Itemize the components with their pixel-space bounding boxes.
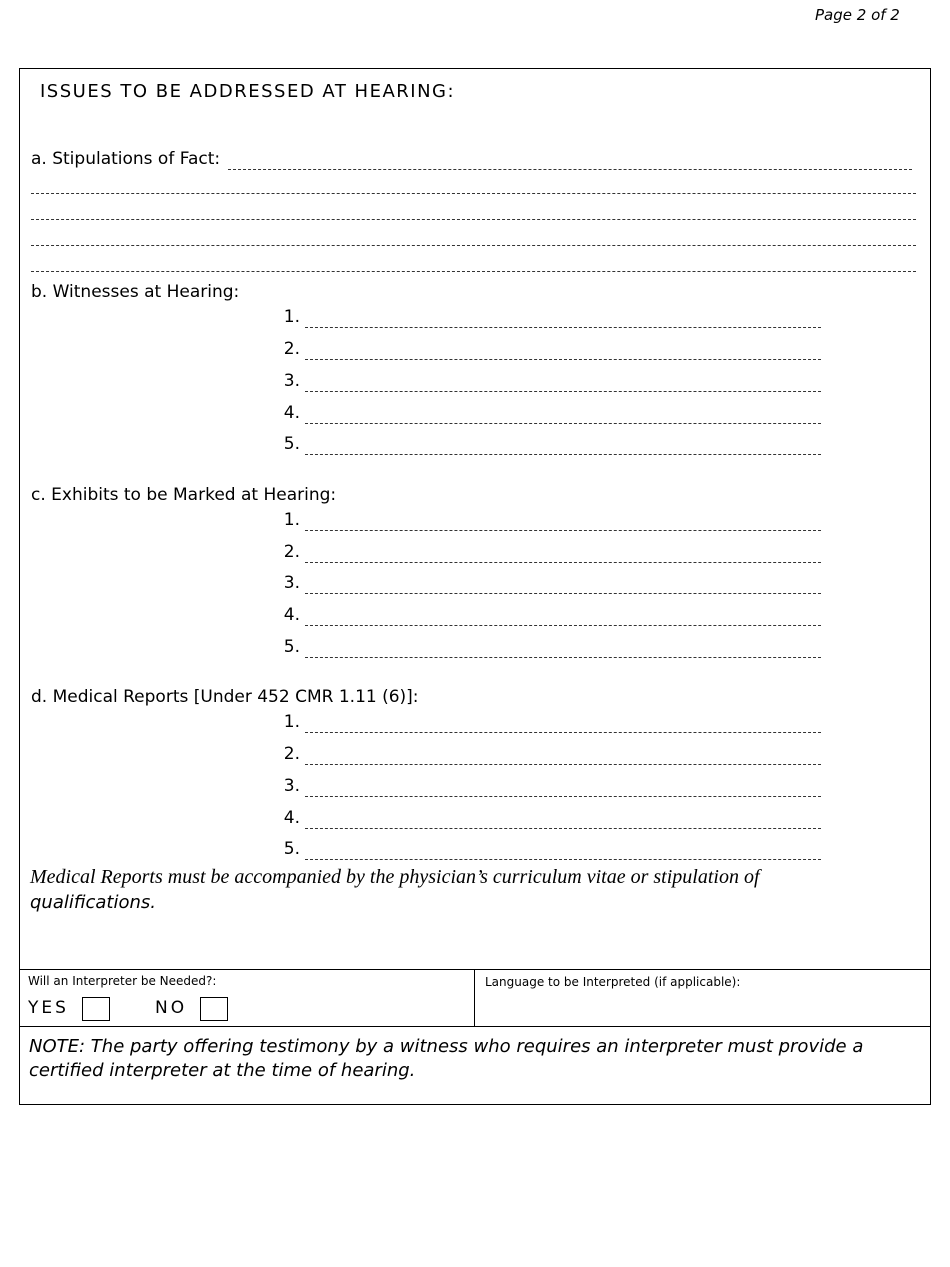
yes-checkbox[interactable] [82,997,110,1021]
medical-report-line-4[interactable] [305,828,821,829]
section-title: ISSUES TO BE ADDRESSED AT HEARING: [40,81,456,102]
exhibit-number: 5. [283,637,300,657]
stipulations-line-2[interactable] [31,193,916,194]
medical-notice-qualifications: qualifications. [30,892,156,913]
stipulations-line-3[interactable] [31,219,916,220]
medical-report-line-1[interactable] [305,732,821,733]
medical-reports-label: d. Medical Reports [Under 452 CMR 1.11 (6)]: [31,687,419,707]
medical-report-number: 4. [283,808,300,828]
language-input[interactable] [485,994,915,1020]
exhibits-label: c. Exhibits to be Marked at Hearing: [31,485,337,505]
stipulations-line-1[interactable] [228,169,912,170]
page-number: Page 2 of 2 [815,6,900,24]
exhibit-line-5[interactable] [305,657,821,658]
exhibit-number: 3. [283,573,300,593]
issues-form [19,68,931,1105]
interpreter-row [20,969,930,1027]
witness-number: 3. [283,371,300,391]
witness-number: 2. [283,339,300,359]
exhibit-line-3[interactable] [305,593,821,594]
witness-number: 5. [283,434,300,454]
exhibit-line-2[interactable] [305,562,821,563]
medical-report-line-2[interactable] [305,764,821,765]
exhibit-line-4[interactable] [305,625,821,626]
medical-report-number: 2. [283,744,300,764]
interpreter-divider [474,970,475,1026]
language-label: Language to be Interpreted (if applicable): [485,975,741,989]
yes-label: YES [28,998,69,1018]
no-label: NO [155,998,188,1018]
witness-line-3[interactable] [305,391,821,392]
medical-reports-notice [30,865,830,915]
interpreter-question: Will an Interpreter be Needed?: [28,974,217,988]
no-checkbox[interactable] [200,997,228,1021]
witness-number: 1. [283,307,300,327]
exhibit-number: 4. [283,605,300,625]
witness-line-5[interactable] [305,454,821,455]
exhibit-number: 1. [283,510,300,530]
medical-report-number: 3. [283,776,300,796]
stipulations-label: a. Stipulations of Fact: [31,149,221,169]
medical-report-line-3[interactable] [305,796,821,797]
witness-line-1[interactable] [305,327,821,328]
exhibit-line-1[interactable] [305,530,821,531]
exhibit-number: 2. [283,542,300,562]
medical-report-number: 1. [283,712,300,732]
witness-number: 4. [283,403,300,423]
medical-report-number: 5. [283,839,300,859]
stipulations-line-5[interactable] [31,271,916,272]
witnesses-label: b. Witnesses at Hearing: [31,282,240,302]
medical-report-line-5[interactable] [305,859,821,860]
interpreter-note: NOTE: The party offering testimony by a witness who requires an interpreter must provide a certified interpreter at the time of hearing. [29,1036,864,1081]
witness-line-4[interactable] [305,423,821,424]
witness-line-2[interactable] [305,359,821,360]
stipulations-line-4[interactable] [31,245,916,246]
medical-notice-text: Medical Reports must be accompanied by the physician’s curriculum vitae or stipulation of [30,866,760,888]
